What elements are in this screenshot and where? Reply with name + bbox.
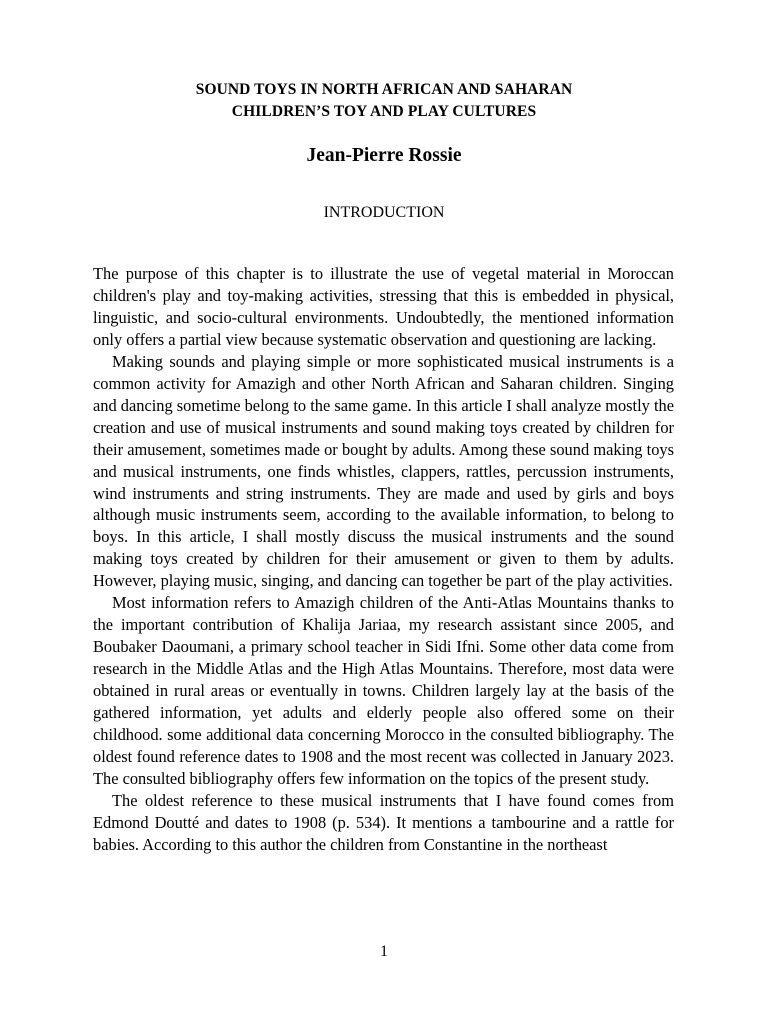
paragraph: The oldest reference to these musical instruments that I have found comes from Edmond Doutté and dates to 1908 (p. 534). It mentions a tambourine and a rattle for babies. According to this author the children from Constantine in the northeast [93,790,674,854]
paragraph: The purpose of this chapter is to illustrate the use of vegetal material in Moroccan children's play and toy-making activities, stressing that this is embedded in physical, linguistic, and socio-cultural environments. Undoubtedly, the mentioned information only offers a partial view because systematic observation and questioning are lacking. [93,264,674,349]
section-heading: INTRODUCTION [323,204,445,221]
paragraph: Making sounds and playing simple or more sophisticated musical instruments is a common activity for Amazigh and other North African and Saharan children. Singing and dancing sometime belong to the same game. In this article I shall analyze mostly the creation and use of musical instruments and sound making toys created by children for their amusement, sometimes made or bought by adults. Among these sound making toys and musical instruments, one finds whistles, clappers, rattles, percussion instruments, wind instruments and string instruments. They are made and used by girls and boys although music instruments seem, according to the available information, to belong to boys. In this article, I shall mostly discuss the musical instruments and the sound making toys created by children for their amusement or given to them by adults. However, playing music, singing, and dancing can together be part of the play activities. [93,351,674,591]
document-title-line-1: SOUND TOYS IN NORTH AFRICAN AND SAHARAN [195,81,573,98]
document-title-line-2: CHILDREN’S TOY AND PLAY CULTURES [231,103,537,120]
body-text [93,263,674,856]
page-number: 1 [380,943,388,960]
paragraph: Most information refers to Amazigh children of the Anti-Atlas Mountains thanks to the important contribution of Khalija Jariaa, my research assistant since 2005, and Boubaker Daoumani, a primary school teacher in Sidi Ifni. Some other data come from research in the Middle Atlas and the High Atlas Mountains. Therefore, most data were obtained in rural areas or eventually in towns. Children largely lay at the basis of the gathered information, yet adults and elderly people also offered some on their childhood. some additional data concerning Morocco in the consulted bibliography. The oldest found reference dates to 1908 and the most recent was collected in January 2023. The consulted bibliography offers few information on the topics of the present study. [93,593,674,788]
author-name: Jean-Pierre Rossie [306,145,462,166]
